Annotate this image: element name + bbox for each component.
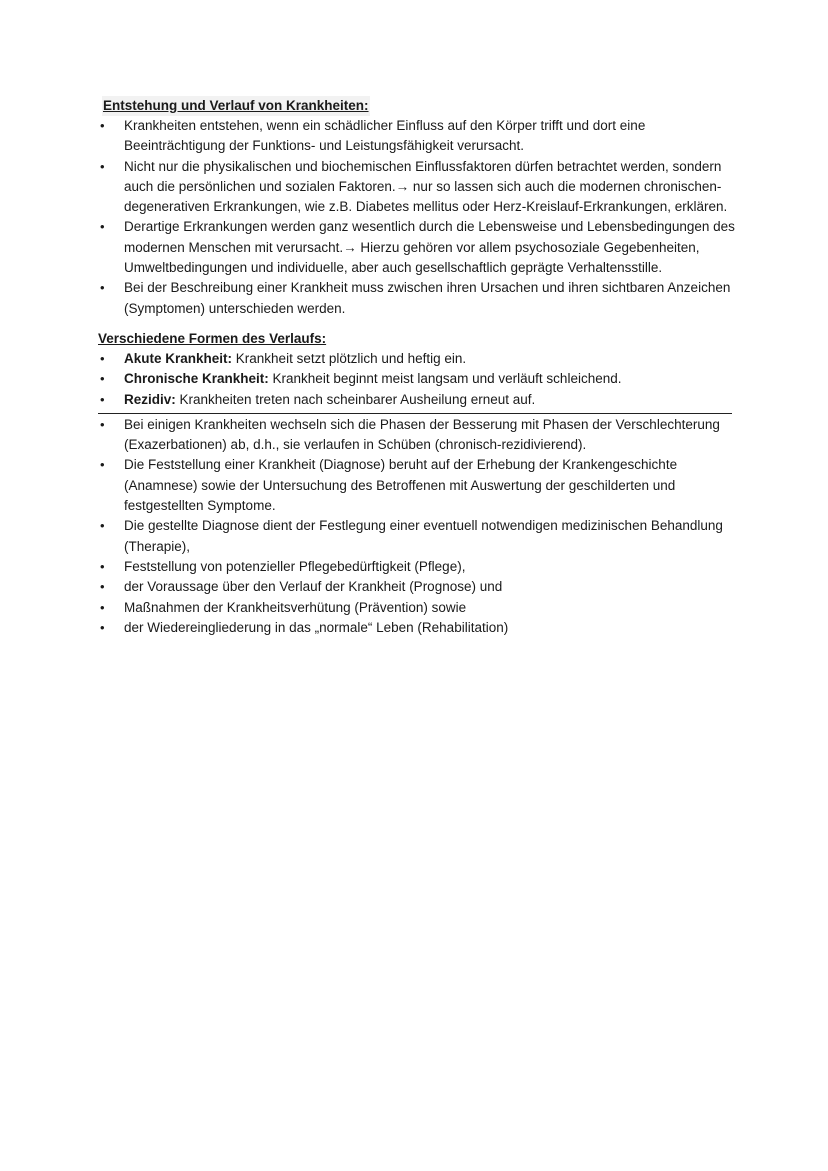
list-item-text: Maßnahmen der Krankheitsverhütung (Prävention) sowie: [124, 599, 467, 615]
bullet-list-entstehung: [98, 116, 738, 319]
definition-item: [98, 349, 738, 369]
list-item-text: der Voraussage über den Verlauf der Krankheit (Prognose) und: [124, 579, 503, 595]
list-item-text: der Wiedereingliederung in das „normale“ Leben (Rehabilitation): [124, 619, 509, 635]
bullet-icon: •: [100, 558, 105, 574]
definition-term: Rezidiv:: [124, 391, 176, 407]
list-item: [98, 577, 738, 597]
section-heading-entstehung: Entstehung und Verlauf von Krankheiten:: [102, 96, 370, 116]
bullet-icon: •: [100, 391, 105, 407]
list-item-text: Die Feststellung einer Krankheit (Diagnose) beruht auf der Erhebung der Krankengeschichte (Anamnese) sowie der Untersuchung des Betroffenen mit Auswertung der geschilderten und festgestellten Symptome.: [124, 457, 678, 514]
bullet-icon: •: [100, 350, 105, 366]
list-item: [98, 557, 738, 577]
bullet-icon: •: [100, 619, 105, 635]
definition-item: [98, 369, 738, 389]
definition-item: [98, 390, 738, 410]
list-item: [98, 598, 738, 618]
list-item: [98, 116, 738, 157]
definition-term: Akute Krankheit:: [124, 350, 233, 366]
horizontal-divider: [98, 413, 732, 414]
bullet-icon: •: [100, 158, 105, 174]
bullet-icon: •: [100, 416, 105, 432]
list-item-text: Die gestellte Diagnose dient der Festlegung einer eventuell notwendigen medizinischen Behandlung (Therapie),: [124, 518, 723, 554]
definition-text: Krankheit beginnt meist langsam und verläuft schleichend.: [268, 371, 622, 387]
list-item: [98, 278, 738, 319]
list-item: [98, 415, 738, 456]
definition-text: Krankheiten treten nach scheinbarer Ausheilung erneut auf.: [175, 391, 536, 407]
document-content: [98, 96, 738, 638]
list-item-text: Derartige Erkrankungen werden ganz wesentlich durch die Lebensweise und Lebensbedingungen des modernen Menschen mit verursacht.→ Hierzu gehören vor allem psychosoziale Gegebenheiten, Umweltbedingungen und individuelle, aber auch gesellschaftlich geprägte Verhaltensstille.: [124, 219, 735, 276]
bullet-icon: •: [100, 371, 105, 387]
bullet-icon: •: [100, 518, 105, 534]
list-item: [98, 217, 738, 278]
section-heading-verlaufsformen: Verschiedene Formen des Verlaufs:: [98, 330, 327, 346]
definition-text: Krankheit setzt plötzlich und heftig ein.: [232, 350, 467, 366]
list-item: [98, 157, 738, 218]
definition-term: Chronische Krankheit:: [124, 371, 269, 387]
bullet-icon: •: [100, 280, 105, 296]
list-item: [98, 455, 738, 516]
bullet-icon: •: [100, 599, 105, 615]
bullet-icon: •: [100, 457, 105, 473]
list-item-text: Bei der Beschreibung einer Krankheit muss zwischen ihren Ursachen und ihren sichtbaren Anzeichen (Symptomen) unterschieden werden.: [124, 280, 731, 316]
list-item-text: Feststellung von potenzieller Pflegebedürftigkeit (Pflege),: [124, 558, 466, 574]
bullet-list-details: [98, 415, 738, 638]
bullet-icon: •: [100, 579, 105, 595]
list-item-text: Nicht nur die physikalischen und biochemischen Einflussfaktoren dürfen betrachtet werden, sondern auch die persönlichen und sozialen Faktoren.→ nur so lassen sich auch die modernen chronischen-degenerativen Erkrankungen, wie z.B. Diabetes mellitus oder Herz-Kreislauf-Erkrankungen, erklären.: [124, 158, 728, 215]
list-item-text: Krankheiten entstehen, wenn ein schädlicher Einfluss auf den Körper trifft und dort eine Beeinträchtigung der Funktions- und Leistungsfähigkeit verursacht.: [124, 118, 646, 154]
bullet-list-verlaufsformen: [98, 349, 738, 410]
list-item: [98, 516, 738, 557]
bullet-icon: •: [100, 219, 105, 235]
list-item-text: Bei einigen Krankheiten wechseln sich die Phasen der Besserung mit Phasen der Verschlechterung (Exazerbationen) ab, d.h., sie verlaufen in Schüben (chronisch-rezidivierend).: [124, 416, 720, 453]
list-item: [98, 618, 738, 638]
bullet-icon: •: [100, 118, 105, 133]
